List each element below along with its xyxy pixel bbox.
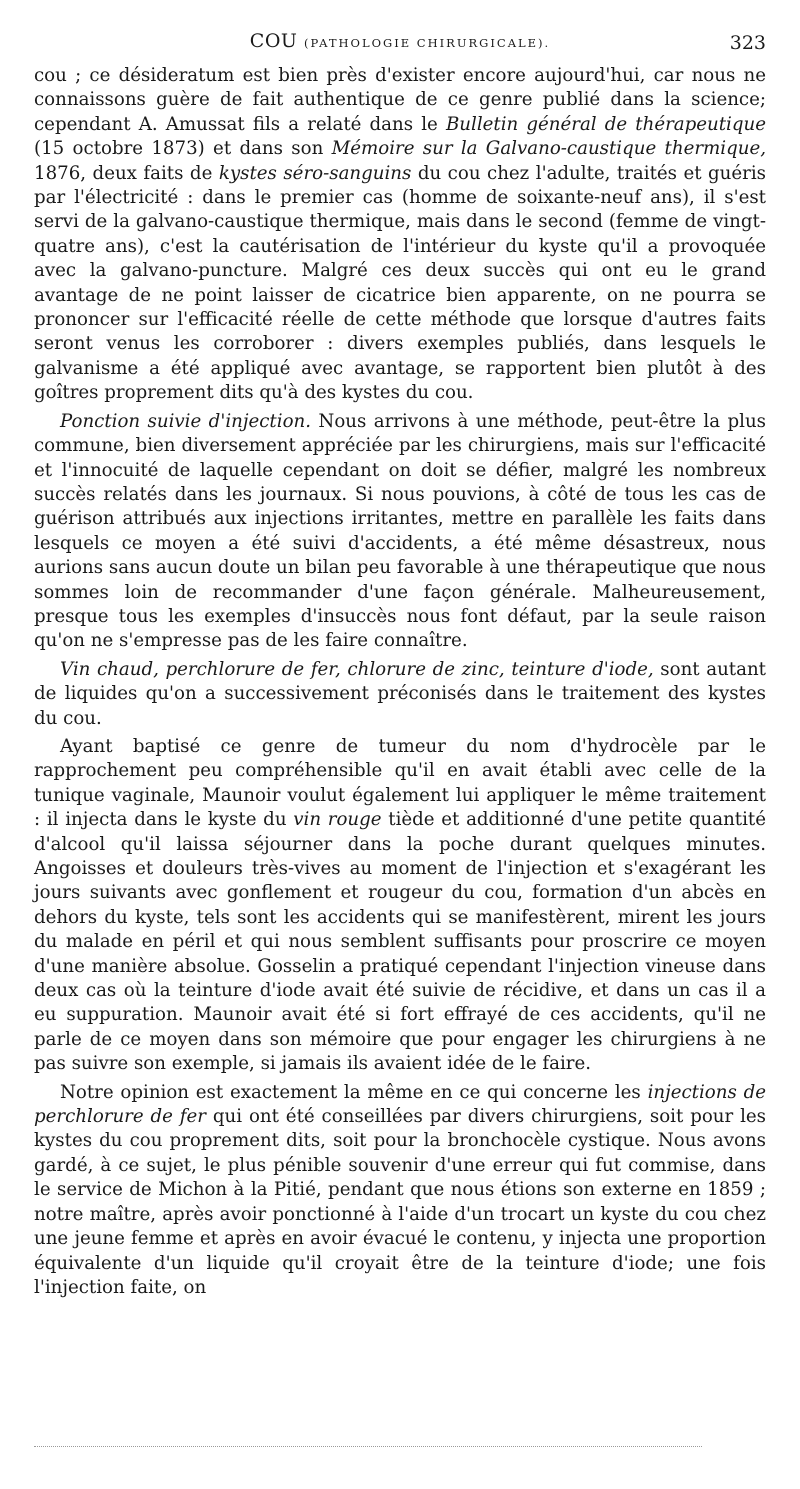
section-heading-italic: Ponction suivie d'injection. [60,410,312,432]
italic-title: Mémoire sur la Galvano-caustique thermique, [331,138,767,160]
paragraph-maunoir: Ayant baptisé ce genre de tumeur du nom d'hydrocèle par le rapprochement peu compréhensible qu'il en avait établi avec celle de la tunique vaginale, Maunoir voulut également lui appliquer le même traitement : il injecta dans le kyste du vin rouge tiède et additionné d'une petite quantité d'alcool qu'il laissa séjourner dans la poche durant quelques minutes. Angoisses et douleurs très-vives au moment de l'injection et s'exagérant les jours suivants avec gonflement et rougeur du cou, formation d'un abcès en dehors du kyste, tels sont les accidents qui se manifestèrent, mirent les jours du malade en péril et qui nous semblent suffisants pour proscrire ce moyen d'une manière absolue. Gosselin a pratiqué cependant l'injection vineuse dans deux cas où la teinture d'iode avait été suivie de récidive, et dans un cas il a eu suppuration. Maunoir avait été si fort effrayé de ces accidents, qu'il ne parle de ce moyen dans son mémoire que pour engager les chirurgiens à ne pas suivre son exemple, si jamais ils avaient idée de le faire. [34,735,766,1075]
bottom-dotted-rule [34,1446,702,1447]
running-head [34,30,766,52]
running-head-subtitle: (PATHOLOGIE CHIRURGICALE). [303,36,551,50]
paragraph-continuation: cou ; ce désideratum est bien près d'exister encore aujourd'hui, car nous ne connaissons guère de fait authentique de ce genre publié dans la science; cependant A. Amussat fils a relaté dans le Bulletin général de thérapeutique (15 octobre 1873) et dans son Mémoire sur la Galvano-caustique thermique, 1876, deux faits de kystes séro-sanguins du cou chez l'adulte, traités et guéris par l'électricité : dans le premier cas (homme de soixante-neuf ans), il s'est servi de la galvano-caustique thermique, mais dans le second (femme de vingt-quatre ans), c'est la cautérisation de l'intérieur du kyste qu'il a provoquée avec la galvano-puncture. Malgré ces deux succès qui ont eu le grand avantage de ne point laisser de cicatrice bien apparente, on ne pourra se prononcer sur l'efficacité réelle de cette méthode que lorsque d'autres faits seront venus les corroborer : divers exemples publiés, dans lesquels le galvanisme a été appliqué avec avantage, se rapportent bien plutôt à des goîtres proprement dits qu'à des kystes du cou. [34,65,767,404]
paragraph-liquides: Vin chaud, perchlorure de fer, chlorure de zinc, teinture d'iode, sont autant de liquides qu'on a successivement préconisés dans le traitement des kystes du cou. [34,658,766,729]
paragraph-ponction: Ponction suivie d'injection. Nous arrivons à une méthode, peut-être la plus commune, bien diversement appréciée par les chirurgiens, mais sur l'efficacité et l'innocuité de laquelle cependant on doit se défier, malgré les nombreux succès relatés dans les journaux. Si nous pouvions, à côté de tous les cas de guérison attribués aux injections irritantes, mettre en parallèle les faits dans lesquels ce moyen a été suivi d'accidents, a été même désastreux, nous aurions sans aucun doute un bilan peu favorable à une thérapeutique que nous sommes loin de recommander d'une façon générale. Malheureusement, presque tous les exemples d'insuccès nous font défaut, par la seule raison qu'on ne s'empresse pas de les faire connaître. [34,410,766,652]
body-text [34,64,766,1300]
italic-term: kystes séro-sanguins [218,162,412,184]
page-number: 323 [729,32,766,54]
italic-term: injections de perchlorure de fer [34,1081,766,1128]
italic-title: Bulletin général de thérapeutique [445,113,766,135]
paragraph-perchlorure: Notre opinion est exactement la même en ce qui concerne les injections de perchlorure de fer qui ont été conseillées par divers chirurgiens, soit pour les kystes du cou proprement dits, soit pour la bronchocèle cystique. Nous avons gardé, à ce sujet, le plus pénible souvenir d'une erreur qui fut commise, dans le service de Michon à la Pitié, pendant que nous étions son externe en 1859 ; notre maître, après avoir ponctionné à l'aide d'un trocart un kyste du cou chez une jeune femme et après en avoir évacué le contenu, y injecta une proportion équivalente d'un liquide qu'il croyait être de la teinture d'iode; une fois l'injection faite, on [34,1081,766,1298]
italic-term: Vin chaud, perchlorure de fer, chlorure de zinc, teinture d'iode, [60,658,654,680]
page-header [34,30,766,56]
running-head-title: COU [249,30,298,52]
italic-term: vin rouge [293,809,382,831]
